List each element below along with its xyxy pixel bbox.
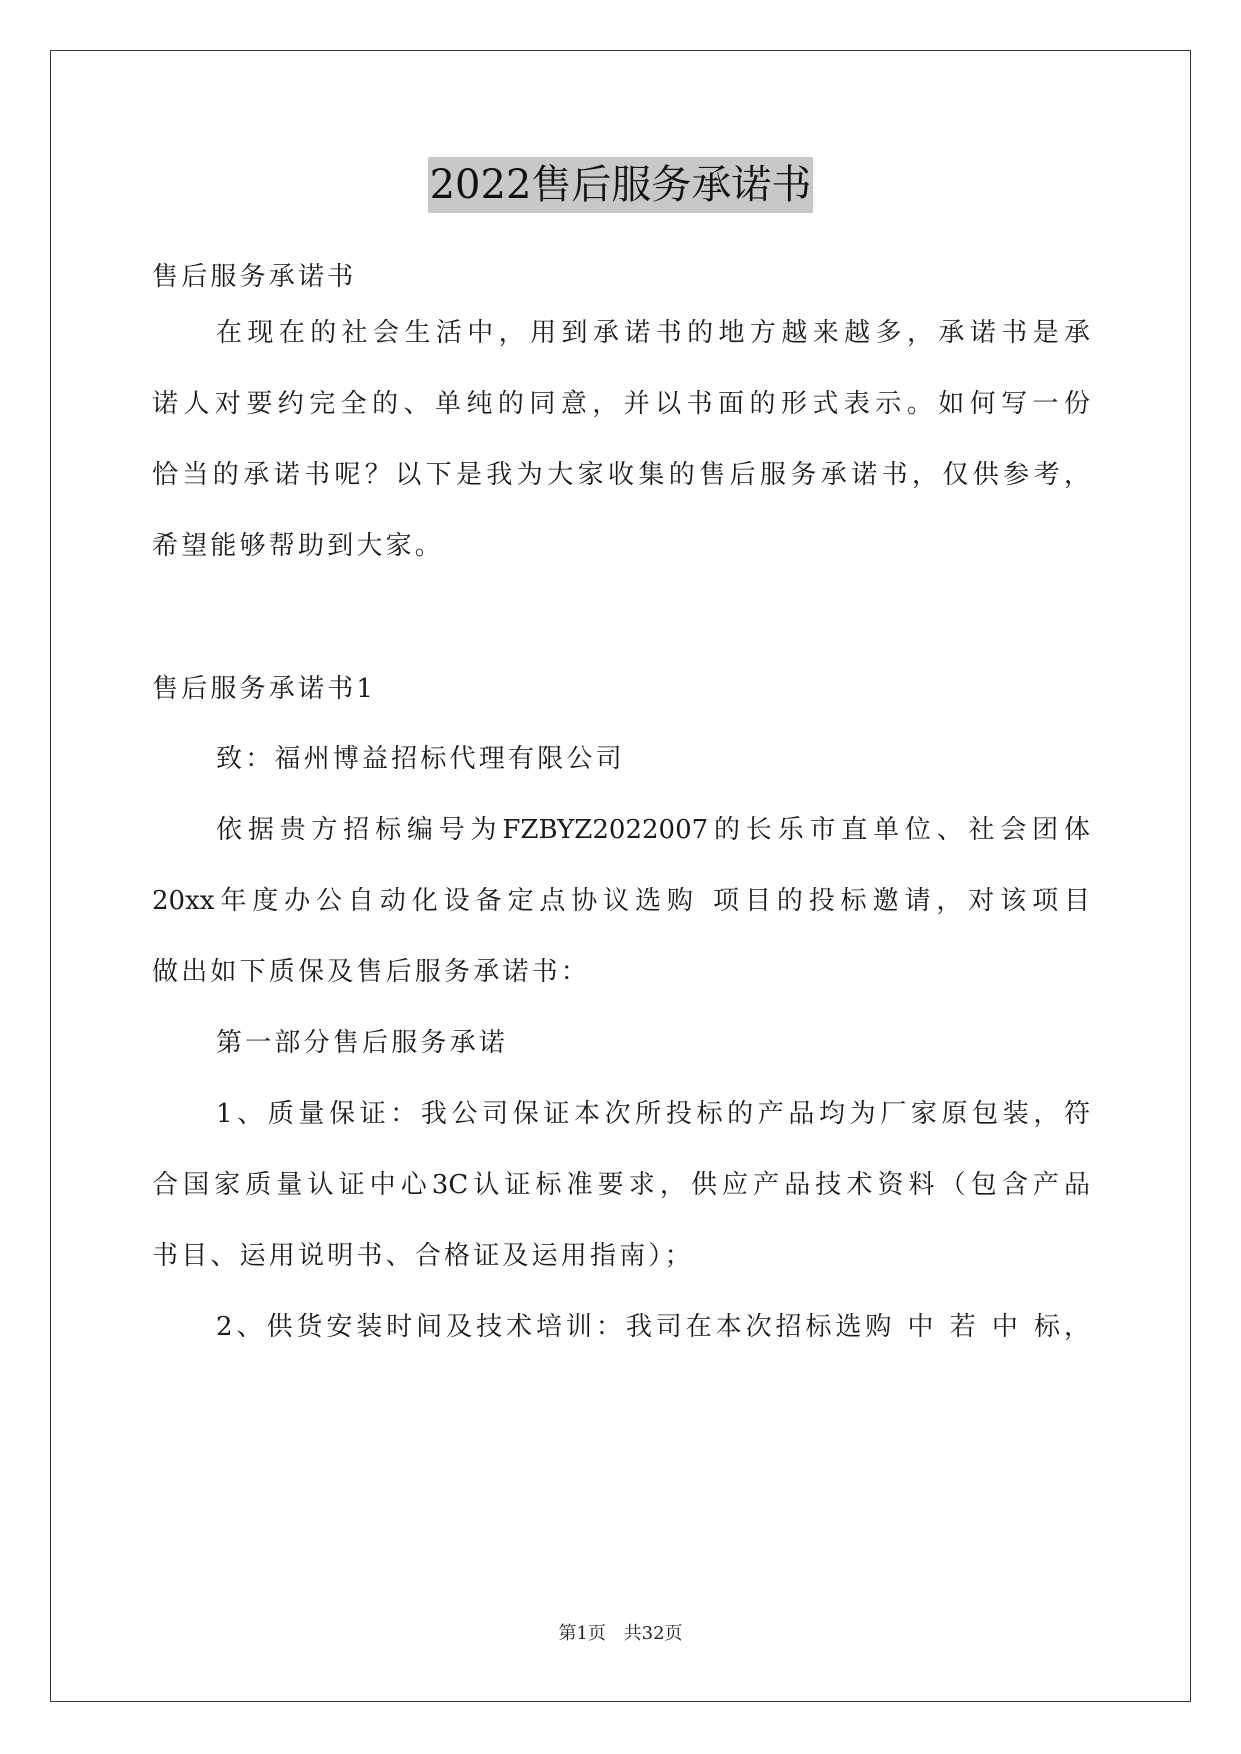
page-border <box>50 50 1191 1702</box>
subsection-heading: 第一部分售后服务承诺 <box>216 1028 509 1058</box>
section-heading: 售后服务承诺书1 <box>152 674 377 704</box>
section-heading: 售后服务承诺书 <box>152 262 357 292</box>
paragraph-line: 诺人对要约完全的、单纯的同意，并以书面的形式表示。如何写一份 <box>152 389 1090 419</box>
paragraph-line: 书目、运用说明书、合格证及运用指南）； <box>152 1241 694 1271</box>
paragraph-line: 恰当的承诺书呢？以下是我为大家收集的售后服务承诺书，仅供参考， <box>152 460 1090 490</box>
page-number: 第1页 <box>558 1623 606 1644</box>
paragraph-line: 在现在的社会生活中，用到承诺书的地方越来越多，承诺书是承 <box>216 318 1090 348</box>
paragraph-line: 20xx年度办公自动化设备定点协议选购 项目的投标邀请，对该项目 <box>152 886 1090 916</box>
title-container <box>0 157 1241 213</box>
document-title: 2022售后服务承诺书 <box>428 157 814 213</box>
paragraph-line: 希望能够帮助到大家。 <box>152 531 445 561</box>
addressee-line: 致：福州博益招标代理有限公司 <box>216 744 625 774</box>
paragraph-line: 2、供货安装时间及技术培训：我司在本次招标选购 中 若 中 标， <box>216 1312 1090 1342</box>
paragraph-line: 合国家质量认证中心3C认证标准要求，供应产品技术资料（包含产品 <box>152 1170 1090 1200</box>
paragraph-line: 依据贵方招标编号为FZBYZ2022007的长乐市直单位、社会团体 <box>216 815 1090 845</box>
paragraph-line: 做出如下质保及售后服务承诺书： <box>152 957 591 987</box>
page-footer <box>0 1622 1241 1646</box>
page-total: 共32页 <box>623 1623 683 1644</box>
paragraph-line: 1、质量保证：我公司保证本次所投标的产品均为厂家原包装，符 <box>216 1099 1090 1129</box>
